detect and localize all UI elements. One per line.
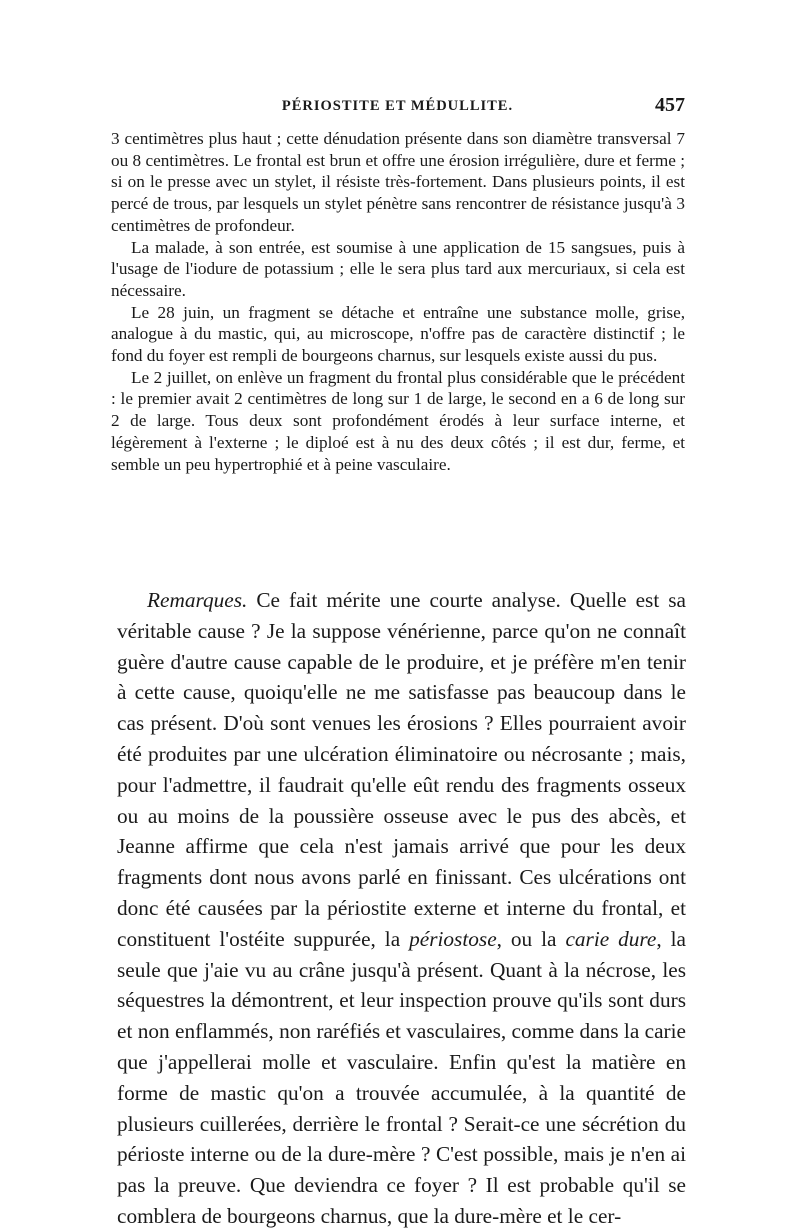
page-number: 457 (655, 94, 685, 116)
paragraph-1: 3 centimètres plus haut ; cette dénudation présente dans son diamètre transversal 7 ou 8 centimètres. Le frontal est brun et offre une érosion irrégulière, dure et ferme ; si on le presse avec un stylet, il résiste très-fortement. Dans plusieurs points, il est percé de trous, par lesquels un stylet pénètre sans rencontrer de résistance jusqu'à 3 centimètres de profondeur. (111, 129, 685, 235)
term-periostose: périostose (409, 926, 497, 951)
term-carie-dure: carie dure (565, 926, 657, 951)
paragraph-4: Le 2 juillet, on enlève un fragment du frontal plus considérable que le précédent : le premier avait 2 centimètres de long sur 1 de large, le second en a 6 de long sur 2 de large. Tous deux sont profondément érodés à leur surface interne, et légèrement à l'externe ; le diploé est à nu des deux côtés ; il est dur, ferme, et semble un peu hypertrophié et à peine vasculaire. (111, 367, 685, 474)
running-title: PÉRIOSTITE ET MÉDULLITE. (281, 98, 514, 114)
remarks-paragraph (117, 585, 686, 1232)
page-header (110, 94, 685, 122)
paragraph-2: La malade, à son entrée, est soumise à une application de 15 sangsues, puis à l'usage de l'iodure de potassium ; elle le sera plus tard aux mercuriaux, si cela est nécessaire. (111, 237, 685, 300)
remarks-section (117, 585, 686, 1232)
remarks-text-2: , ou la (496, 926, 566, 951)
remarks-heading: Remarques. (147, 588, 248, 612)
paragraph-3: Le 28 juin, un fragment se détache et entraîne une substance molle, grise, analogue à du mastic, qui, au microscope, n'offre pas de caractère distinctif ; le fond du foyer est rempli de bourgeons charnus, sur lesquels existe aussi du pus. (111, 302, 685, 366)
remarks-text-3: , la seule que j'aie vu au crâne jusqu'à présent. Quant à la nécrose, les séquestres la démontrent, et leur inspection prouve qu'ils sont durs et non enflammés, non raréfiés et vasculaires, comme dans la carie que j'appellerai molle et vasculaire. Enfin qu'est la matière en forme de mastic qu'on a trouvée accumulée, à la quantité de plusieurs cuillerées, derrière le frontal ? Serait-ce une sécrétion du périoste interne ou de la dure-mère ? C'est possible, mais je n'en ai pas la preuve. Que deviendra ce foyer ? Il est probable qu'il se comblera de bourgeons charnus, que la dure-mère et le cer- (117, 926, 686, 1228)
case-report (111, 128, 685, 475)
remarks-text-1: Ce fait mérite une courte analyse. Quelle est sa véritable cause ? Je la suppose vénérienne, parce qu'on ne connaît guère d'autre cause capable de le produire, et je préfère m'en tenir à cette cause, quoiqu'elle ne me satisfasse pas beaucoup dans le cas présent. D'où sont venues les érosions ? Elles pourraient avoir été produites par une ulcération éliminatoire ou nécrosante ; mais, pour l'admettre, il faudrait qu'elle eût rendu des fragments osseux ou au moins de la poussière osseuse avec le pus des abcès, et Jeanne affirme que cela n'est jamais arrivé que pour les deux fragments dont nous avons parlé en finissant. Ces ulcérations ont donc été causées par la périostite externe et interne du frontal, et constituent l'ostéite suppurée, la (117, 588, 686, 951)
